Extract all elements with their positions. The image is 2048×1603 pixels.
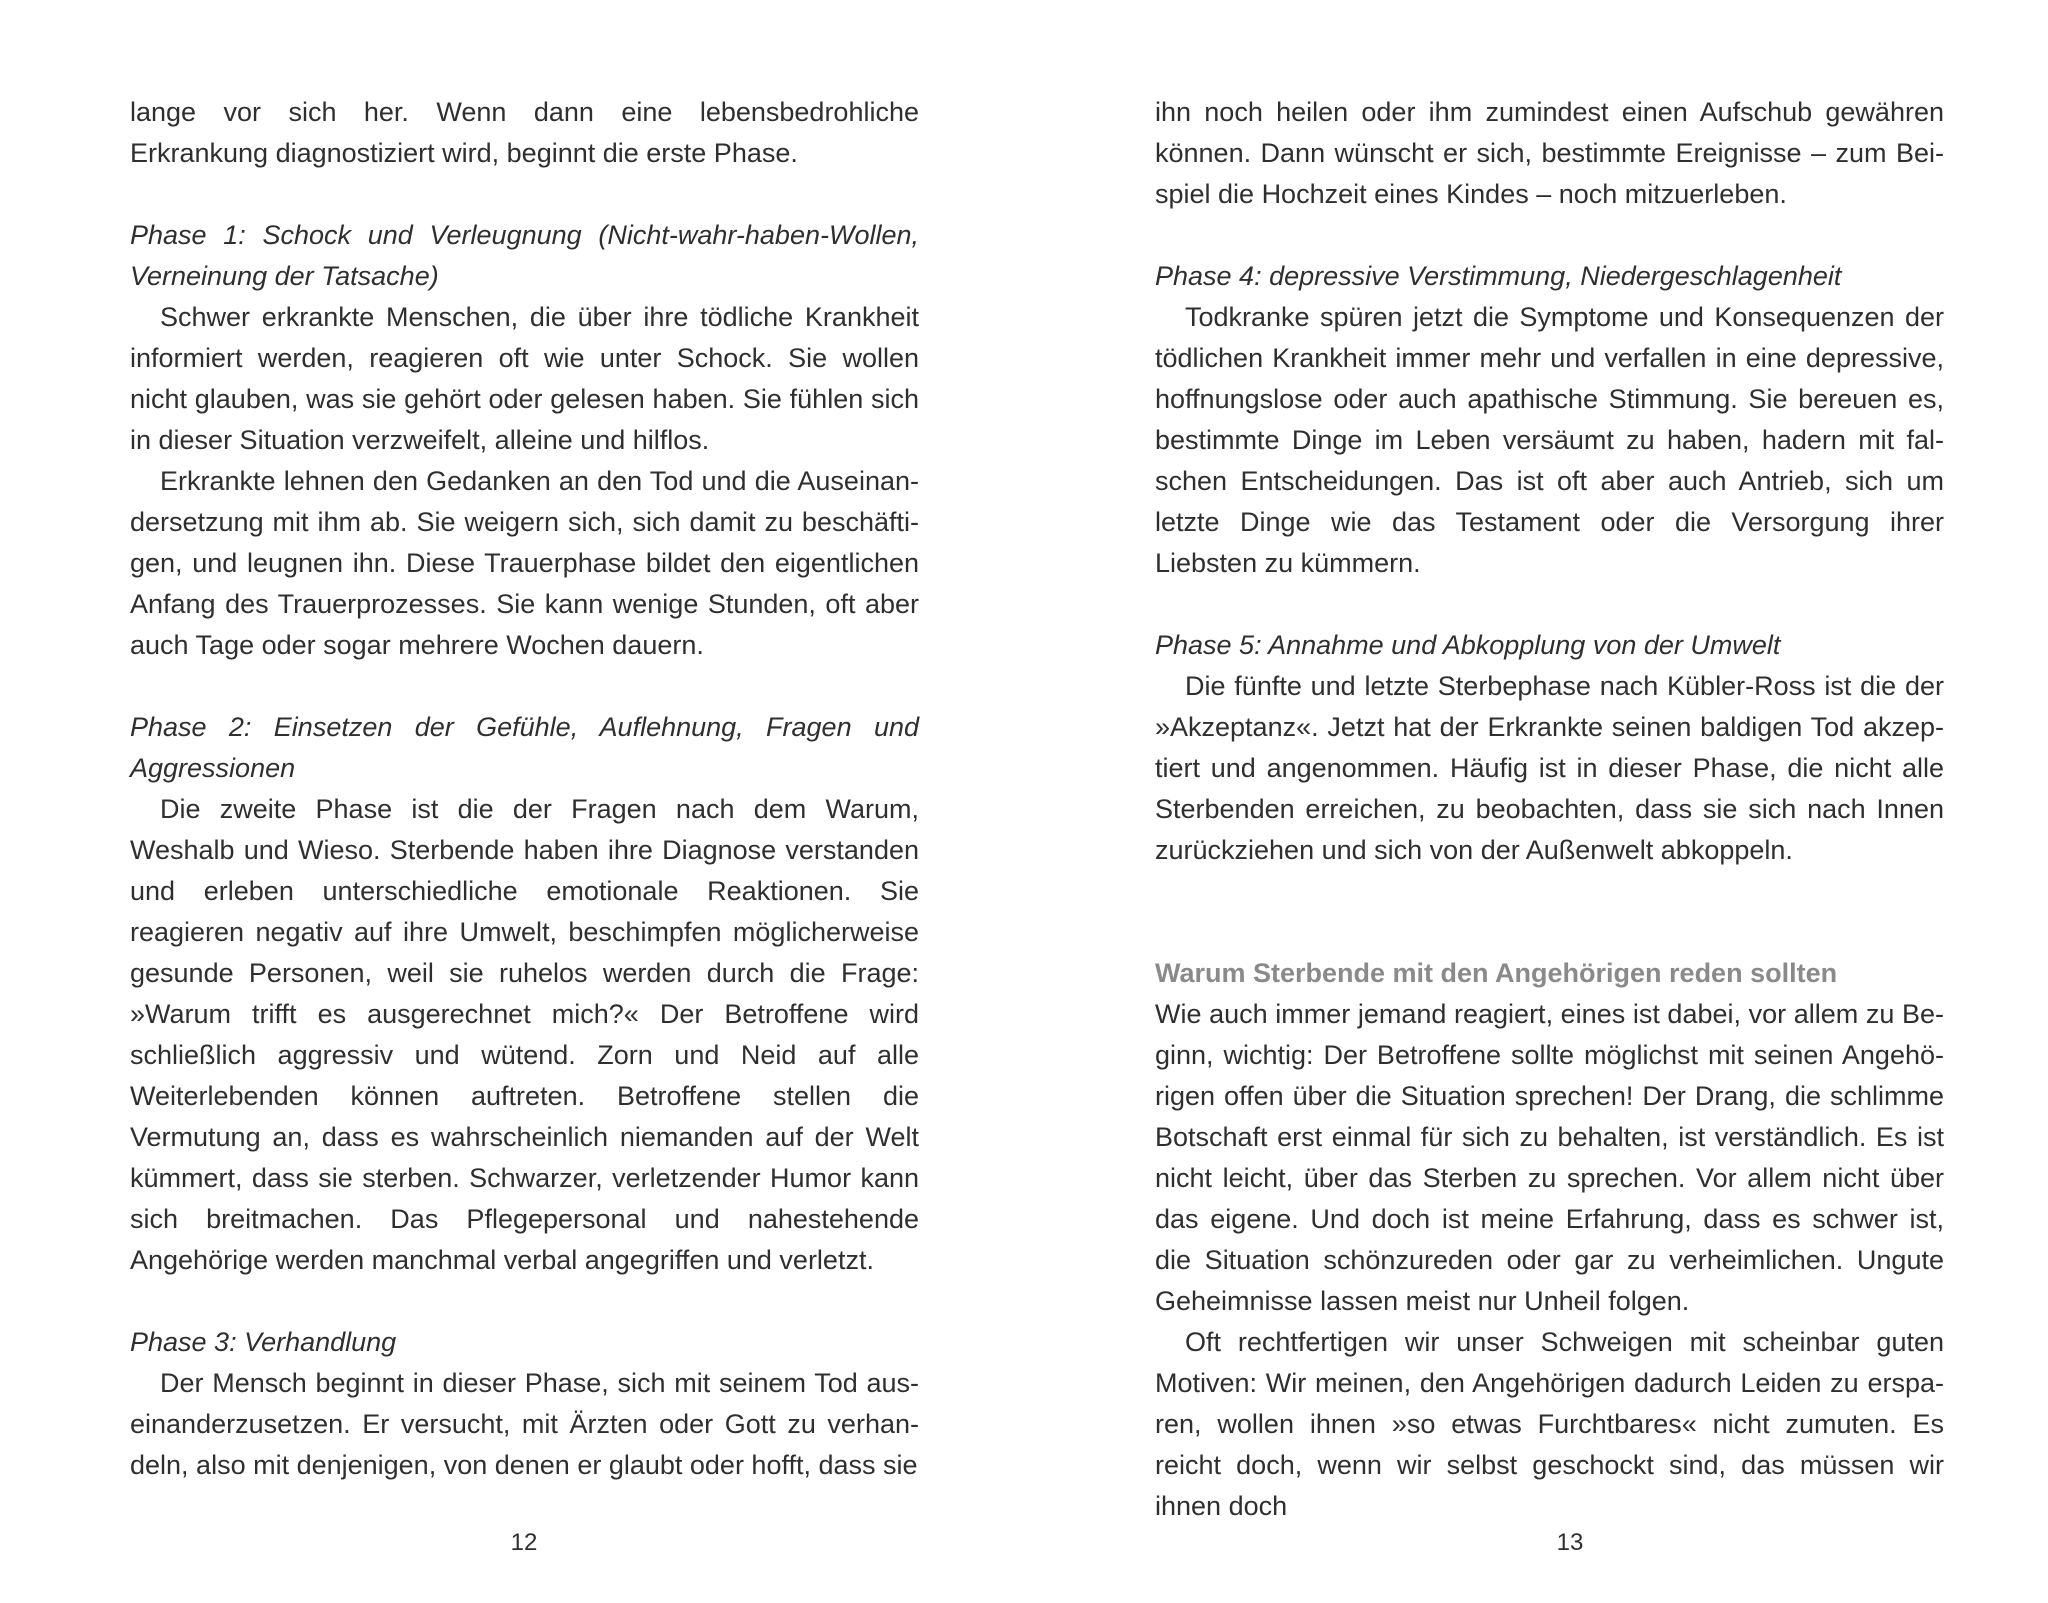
phase-1-paragraph-1: Schwer erkrankte Menschen, die über ihre tödliche Krankheit informiert werden, reagieren oft wie unter Schock. Sie wollen nicht glauben, was sie gehört oder gelesen haben. Sie fühlen sich in dieser Situation verzweifelt, alleine und hilflos.: [130, 302, 919, 455]
phase-1-heading: Phase 1: Schock und Verleugnung (Nicht-wahr-haben-Wollen, Verneinung der Tatsache): [130, 220, 919, 291]
phase-5-paragraph-1: Die fünfte und letzte Sterbephase nach Kübler-Ross ist die der »Akzeptanz«. Jetzt hat der Erkrankte seinen baldigen Tod akzeptiert und angenommen. Häufig ist in dieser Phase, die nicht alle Sterbenden erreichen, zu beobachten, dass sie sich nach Innen zurückziehen und sich von der Außenwelt abkoppeln.: [1155, 671, 1944, 865]
section-paragraph-2: Oft rechtfertigen wir unser Schweigen mit scheinbar guten Motiven: Wir meinen, den Angehörigen dadurch Leiden zu ersparen, wollen ihnen »so etwas Furchtbares« nicht zumuten. Es reicht doch, wenn wir selbst geschockt sind, das müssen wir ihnen doch: [1155, 1327, 1944, 1521]
opening-paragraph-right: ihn noch heilen oder ihm zumindest einen Aufschub gewähren können. Dann wünscht er sich, bestimmte Ereignisse – zum Beispiel die Hochzeit eines Kindes – noch mitzuerleben.: [1155, 97, 1944, 209]
phase-5-heading: Phase 5: Annahme und Abkopplung von der Umwelt: [1155, 630, 1781, 660]
phase-4-paragraph-1: Todkranke spüren jetzt die Symptome und Konsequenzen der tödlichen Krankheit immer mehr und verfallen in eine depressive, hoffnungslose oder auch apathische Stimmung. Sie bereuen es, bestimmte Dinge im Leben versäumt zu haben, hadern mit falschen Entscheidungen. Das ist oft aber auch Antrieb, sich um letzte Dinge wie das Testament oder die Versorgung ihrer Liebsten zu kümmern.: [1155, 302, 1944, 578]
phase-1-paragraph-2: Erkrankte lehnen den Gedanken an den Tod und die Auseinandersetzung mit ihm ab. Sie weigern sich, sich damit zu beschäftigen, und leugnen ihn. Diese Trauerphase bildet den eigentlichen Anfang des Trauerprozesses. Sie kann wenige Stunden, oft aber auch Tage oder sogar mehrere Wochen dauern.: [130, 466, 919, 660]
phase-4-heading: Phase 4: depressive Verstimmung, Niedergeschlagenheit: [1155, 261, 1842, 291]
phase-2-paragraph-1: Die zweite Phase ist die der Fragen nach dem Warum, Weshalb und Wieso. Sterbende haben ihre Diagnose verstanden und erleben unterschiedliche emotionale Reaktionen. Sie reagieren negativ auf ihre Umwelt, beschimpfen möglicherweise gesunde Personen, weil sie ruhelos werden durch die Frage: »Warum trifft es ausgerechnet mich?« Der Betroffene wird schließlich aggressiv und wütend. Zorn und Neid auf alle Weiterlebenden können auftreten. Betroffene stellen die Vermutung an, dass es wahrscheinlich niemanden auf der Welt kümmert, dass sie sterben. Schwarzer, verletzender Humor kann sich breitmachen. Das Pflegepersonal und nahestehende Angehörige werden manchmal verbal angegriffen und verletzt.: [130, 794, 919, 1275]
page-number-right: 13: [1556, 1529, 1584, 1556]
phase-3-heading: Phase 3: Verhandlung: [130, 1327, 397, 1357]
right-page-text: [1155, 92, 1944, 1527]
section-heading: Warum Sterbende mit den Angehörigen reden sollten: [1155, 958, 1838, 988]
right-page: [1024, 0, 2048, 1603]
page-number-left: 12: [510, 1529, 538, 1556]
phase-2-heading: Phase 2: Einsetzen der Gefühle, Auflehnung, Fragen und Aggressionen: [130, 712, 919, 783]
section-paragraph-1: Wie auch immer jemand reagiert, eines ist dabei, vor allem zu Beginn, wichtig: Der Betroffene sollte möglichst mit seinen Angehörigen offen über die Situation sprechen! Der Drang, die schlimme Botschaft erst einmal für sich zu behalten, ist verständlich. Es ist nicht leicht, über das Sterben zu sprechen. Vor allem nicht über das eigene. Und doch ist meine Erfahrung, dass es schwer ist, die Situation schönzureden oder gar zu verheimlichen. Ungute Geheimnisse lassen meist nur Unheil folgen.: [1155, 999, 1944, 1316]
opening-paragraph: lange vor sich her. Wenn dann eine lebensbedrohliche Erkrankung diagnostiziert wird, beginnt die erste Phase.: [130, 97, 919, 168]
phase-3-paragraph-1: Der Mensch beginnt in dieser Phase, sich mit seinem Tod auseinanderzusetzen. Er versucht, mit Ärzten oder Gott zu verhandeln, also mit denjenigen, von denen er glaubt oder hofft, dass sie: [130, 1368, 919, 1480]
left-page-text: [130, 92, 919, 1486]
